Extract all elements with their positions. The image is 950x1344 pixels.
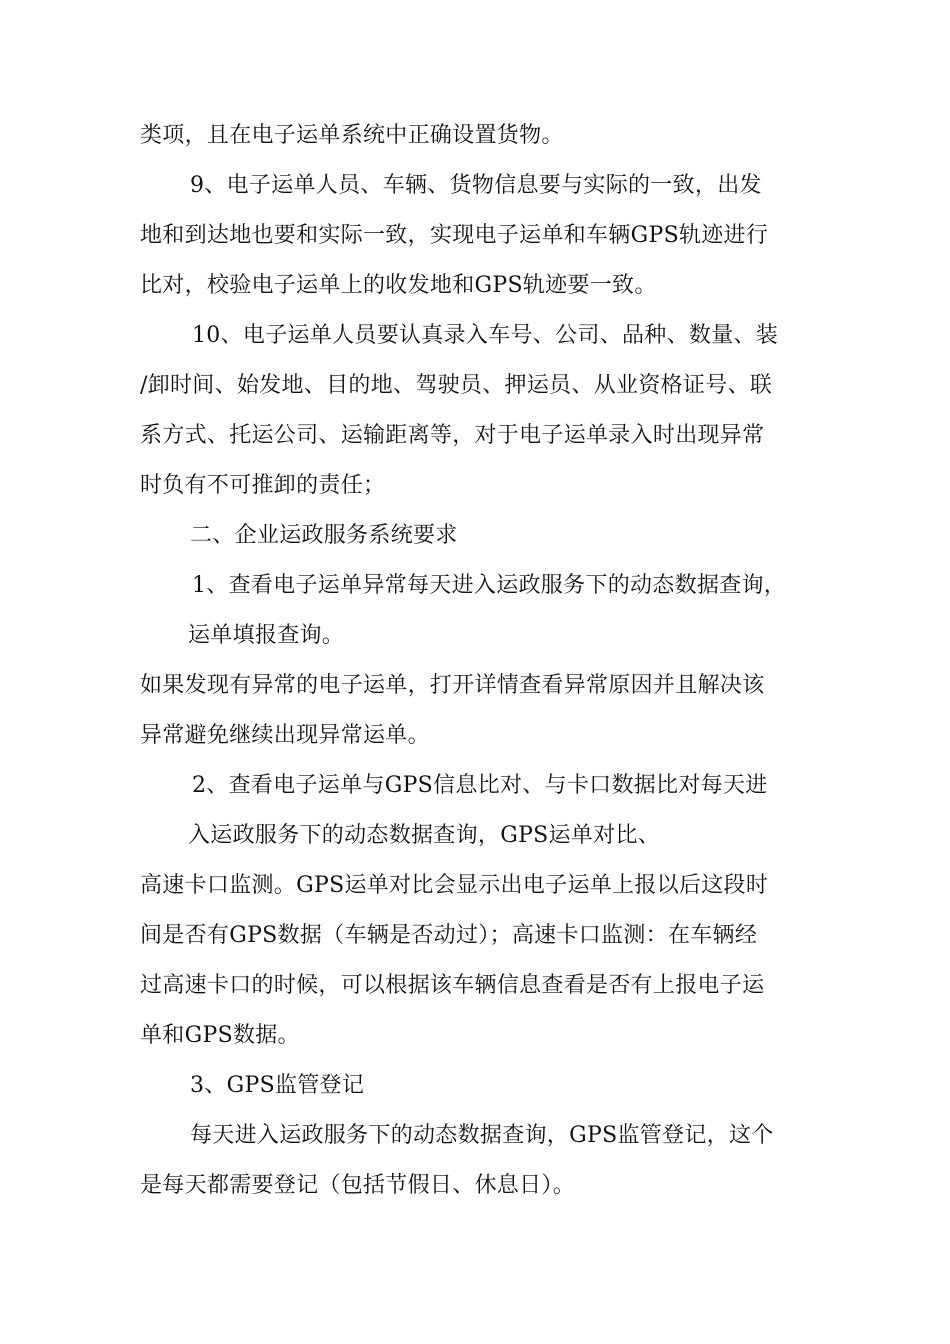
text-line: 每天进入运政服务下的动态数据查询，GPS监管登记，这个 [190,1123,774,1148]
text-line: 高速卡口监测。GPS运单对比会显示出电子运单上报以后这段时 [140,873,769,898]
text-line: 如果发现有异常的电子运单，打开详情查看异常原因并且解决该 [140,673,765,698]
text-line: 单和GPS数据。 [140,1023,300,1048]
text-line: 入运政服务下的动态数据查询，GPS运单对比、 [188,823,661,848]
text-line: 时负有不可推卸的责任； [140,473,386,498]
text-line: 是每天都需要登记（包括节假日、休息日）。 [140,1173,576,1198]
section-heading: 3、GPS监管登记 [190,1073,365,1098]
text-line: 1、查看电子运单异常每天进入运政服务下的动态数据查询， [192,573,787,598]
text-line: 异常避免继续出现异常运单。 [140,723,430,748]
text-line: /卸时间、始发地、目的地、驾驶员、押运员、从业资格证号、联 [140,373,773,398]
text-line: 地和到达地也要和实际一致，实现电子运单和车辆GPS轨迹进行 [140,223,769,248]
text-line: 10、电子运单人员要认真录入车号、公司、品种、数量、装 [192,323,779,348]
text-line: 2、查看电子运单与GPS信息比对、与卡口数据比对每天进 [192,773,768,798]
text-line: 过高速卡口的时候，可以根据该车辆信息查看是否有上报电子运 [140,973,765,998]
text-line: 系方式、托运公司、运输距离等，对于电子运单录入时出现异常 [140,423,765,448]
text-line: 类项，且在电子运单系统中正确设置货物。 [140,123,564,148]
text-line: 间是否有GPS数据（车辆是否动过）；高速卡口监测：在车辆经 [140,923,758,948]
section-heading: 二、企业运政服务系统要求 [190,523,458,548]
text-line: 比对，校验电子运单上的收发地和GPS轨迹要一致。 [140,273,657,298]
text-line: 运单填报查询。 [188,623,345,648]
text-line: 9、电子运单人员、车辆、货物信息要与实际的一致，出发 [190,173,762,198]
